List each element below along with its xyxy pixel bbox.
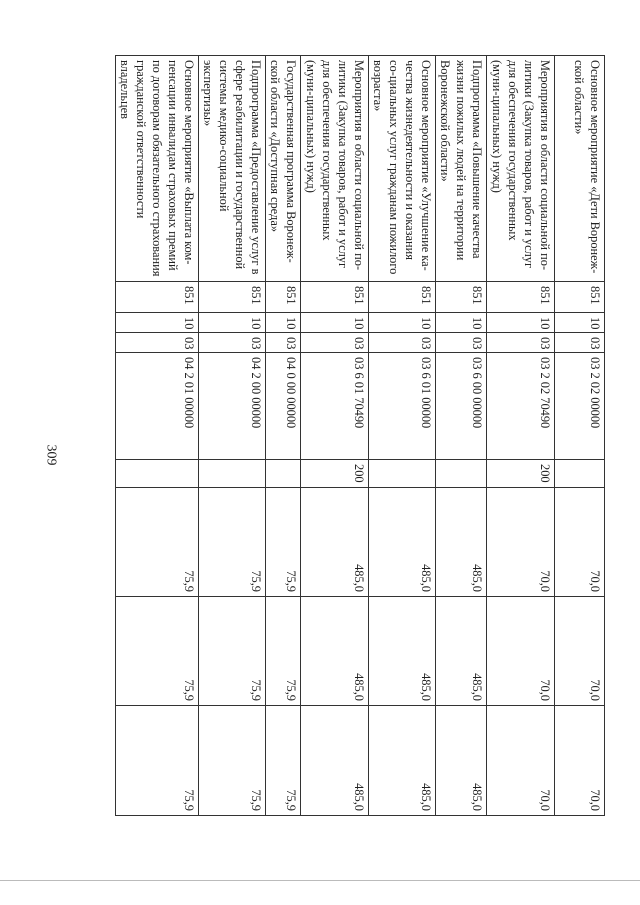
table-row bbox=[487, 56, 555, 816]
table-row bbox=[301, 56, 369, 816]
table-row bbox=[369, 56, 436, 816]
cell-y3: 70,0 bbox=[487, 706, 555, 816]
cell-vr: 200 bbox=[301, 460, 369, 488]
cell-csr: 03 6 01 70490 bbox=[301, 353, 369, 460]
cell-y3: 75,9 bbox=[116, 706, 199, 816]
cell-y1: 75,9 bbox=[199, 488, 266, 597]
cell-rz: 10 bbox=[436, 313, 487, 333]
cell-name: Подпрограмма «Повышение качества жизни пожилых людей на территории Воронежской области» bbox=[436, 56, 487, 282]
cell-y2: 485,0 bbox=[436, 597, 487, 706]
page-number: 309 bbox=[43, 444, 59, 466]
cell-y3: 75,9 bbox=[266, 706, 301, 816]
cell-pr: 03 bbox=[436, 333, 487, 353]
cell-y3: 485,0 bbox=[436, 706, 487, 816]
cell-name: Мероприятия в области социальной по-литики (Закупка товаров, работ и услуг для обеспечения государственных (муни-ципальных) нужд) bbox=[301, 56, 369, 282]
cell-y1: 485,0 bbox=[301, 488, 369, 597]
cell-name: Мероприятия в области социальной по-литики (Закупка товаров, работ и услуг для обеспечения государственных (муни-ципальных) нужд) bbox=[487, 56, 555, 282]
cell-pr: 03 bbox=[116, 333, 199, 353]
cell-rz: 10 bbox=[199, 313, 266, 333]
cell-grbs: 851 bbox=[436, 282, 487, 313]
cell-y2: 75,9 bbox=[116, 597, 199, 706]
cell-name: Основное мероприятие «Улучшение ка-чества жизнедеятельности и оказания со-циальных услуг гражданам пожилого возраста» bbox=[369, 56, 436, 282]
cell-csr: 03 6 01 00000 bbox=[369, 353, 436, 460]
cell-grbs: 851 bbox=[555, 282, 605, 313]
cell-y3: 75,9 bbox=[199, 706, 266, 816]
cell-name: Подпрограмма «Предоставление услуг в сфере реабилитации и государственной системы медико-социальной экспертизы» bbox=[199, 56, 266, 282]
cell-rz: 10 bbox=[487, 313, 555, 333]
cell-vr bbox=[116, 460, 199, 488]
cell-y2: 485,0 bbox=[369, 597, 436, 706]
cell-y1: 70,0 bbox=[555, 488, 605, 597]
cell-grbs: 851 bbox=[266, 282, 301, 313]
cell-y3: 485,0 bbox=[369, 706, 436, 816]
table-row bbox=[266, 56, 301, 816]
cell-rz: 10 bbox=[116, 313, 199, 333]
cell-grbs: 851 bbox=[199, 282, 266, 313]
cell-vr bbox=[436, 460, 487, 488]
cell-pr: 03 bbox=[369, 333, 436, 353]
cell-rz: 10 bbox=[369, 313, 436, 333]
cell-y1: 485,0 bbox=[369, 488, 436, 597]
cell-y1: 70,0 bbox=[487, 488, 555, 597]
cell-y3: 485,0 bbox=[301, 706, 369, 816]
cell-y1: 75,9 bbox=[266, 488, 301, 597]
cell-pr: 03 bbox=[487, 333, 555, 353]
cell-grbs: 851 bbox=[487, 282, 555, 313]
cell-y2: 485,0 bbox=[301, 597, 369, 706]
table-row bbox=[555, 56, 605, 816]
rotated-budget-table bbox=[103, 55, 605, 815]
cell-y2: 70,0 bbox=[555, 597, 605, 706]
cell-y1: 75,9 bbox=[116, 488, 199, 597]
cell-csr: 03 6 00 00000 bbox=[436, 353, 487, 460]
cell-pr: 03 bbox=[199, 333, 266, 353]
cell-vr bbox=[266, 460, 301, 488]
cell-pr: 03 bbox=[301, 333, 369, 353]
cell-grbs: 851 bbox=[301, 282, 369, 313]
table-row bbox=[199, 56, 266, 816]
cell-name: Основное мероприятие «Выплата ком-пенсации инвалидам страховых премий по договорам обязательного страхования гражданской ответственности владельцев bbox=[116, 56, 199, 282]
cell-vr bbox=[555, 460, 605, 488]
cell-csr: 04 2 01 00000 bbox=[116, 353, 199, 460]
cell-vr bbox=[199, 460, 266, 488]
cell-grbs: 851 bbox=[116, 282, 199, 313]
cell-grbs: 851 bbox=[369, 282, 436, 313]
cell-name: Основное мероприятие «Дети Воронеж-ской области» bbox=[555, 56, 605, 282]
scan-edge-line bbox=[0, 880, 640, 881]
cell-rz: 10 bbox=[555, 313, 605, 333]
table-row bbox=[436, 56, 487, 816]
cell-rz: 10 bbox=[266, 313, 301, 333]
cell-pr: 03 bbox=[266, 333, 301, 353]
cell-vr bbox=[369, 460, 436, 488]
cell-csr: 03 2 02 00000 bbox=[555, 353, 605, 460]
cell-y3: 70,0 bbox=[555, 706, 605, 816]
cell-y2: 70,0 bbox=[487, 597, 555, 706]
cell-csr: 03 2 02 70490 bbox=[487, 353, 555, 460]
cell-pr: 03 bbox=[555, 333, 605, 353]
cell-rz: 10 bbox=[301, 313, 369, 333]
cell-csr: 04 2 00 00000 bbox=[199, 353, 266, 460]
table-row bbox=[116, 56, 199, 816]
cell-vr: 200 bbox=[487, 460, 555, 488]
cell-y2: 75,9 bbox=[266, 597, 301, 706]
cell-csr: 04 0 00 00000 bbox=[266, 353, 301, 460]
cell-y1: 485,0 bbox=[436, 488, 487, 597]
cell-name: Государственная программа Воронеж-ской области «Доступная среда» bbox=[266, 56, 301, 282]
cell-y2: 75,9 bbox=[199, 597, 266, 706]
budget-table bbox=[115, 55, 605, 816]
